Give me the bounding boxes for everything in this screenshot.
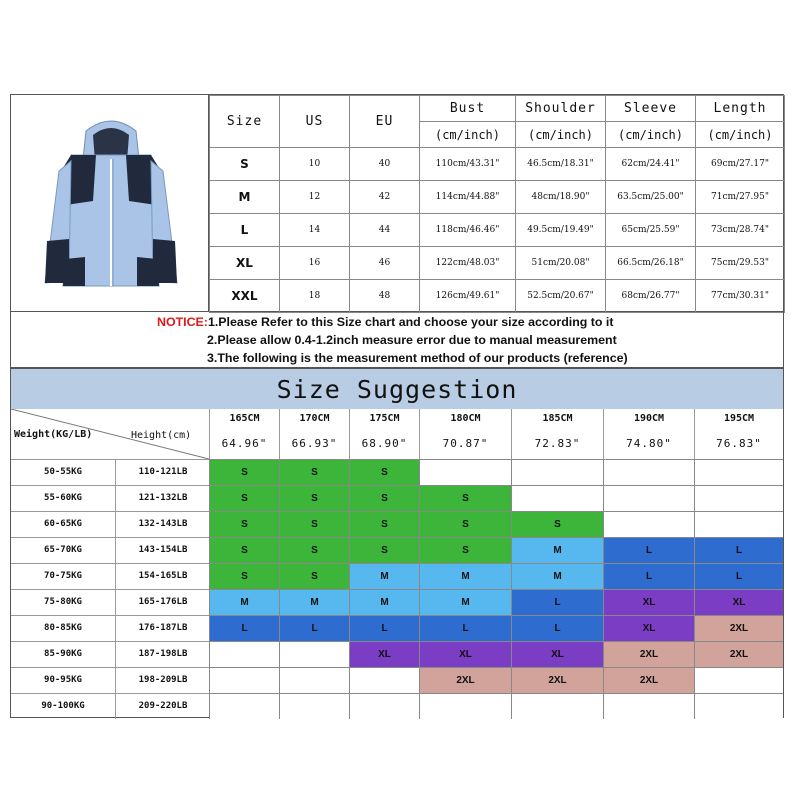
suggestion-cell: S bbox=[419, 485, 511, 511]
height-inch: 68.90" bbox=[361, 437, 408, 450]
height-inch: 76.83" bbox=[716, 437, 762, 450]
size-cell-us: 14 bbox=[280, 214, 350, 247]
size-cell-shoulder: 49.5cm/19.49" bbox=[516, 214, 606, 247]
suggestion-cell: L bbox=[279, 615, 349, 641]
height-inch: 74.80" bbox=[626, 437, 672, 450]
suggestion-cell: S bbox=[349, 485, 419, 511]
size-cell-sleeve: 65cm/25.59" bbox=[606, 214, 696, 247]
size-chart bbox=[10, 94, 784, 312]
header-unit: (cm/inch) bbox=[606, 122, 696, 148]
height-cm: 170CM bbox=[299, 413, 330, 424]
suggestion-cell bbox=[603, 693, 694, 719]
size-cell-length: 73cm/28.74" bbox=[696, 214, 785, 247]
product-image-cell bbox=[11, 95, 209, 311]
size-cell-us: 18 bbox=[280, 280, 350, 313]
size-row bbox=[210, 181, 785, 214]
notice-label: NOTICE: bbox=[157, 315, 208, 329]
jacket-icon bbox=[41, 111, 181, 301]
size-suggestion bbox=[10, 368, 784, 718]
suggestion-cell: S bbox=[209, 459, 279, 485]
weight-row-label bbox=[11, 667, 209, 693]
header-eu: EU bbox=[350, 96, 420, 148]
weight-kg: 85-90KG bbox=[44, 649, 82, 659]
size-cell-eu: 40 bbox=[350, 148, 420, 181]
height-column-header bbox=[603, 409, 694, 459]
suggestion-cell: XL bbox=[511, 641, 603, 667]
suggestion-cell bbox=[511, 693, 603, 719]
weight-lb: 165-176LB bbox=[115, 590, 210, 615]
suggestion-cell bbox=[419, 693, 511, 719]
size-cell-bust: 126cm/49.61" bbox=[420, 280, 516, 313]
suggestion-cell: S bbox=[349, 537, 419, 563]
suggestion-cell bbox=[279, 641, 349, 667]
height-column-header bbox=[209, 409, 279, 459]
suggestion-cell bbox=[279, 667, 349, 693]
notice-line-2: 2.Please allow 0.4-1.2inch measure error due to manual measurement bbox=[207, 333, 617, 347]
suggestion-cell: M bbox=[419, 563, 511, 589]
suggestion-cell bbox=[279, 693, 349, 719]
suggestion-cell: XL bbox=[603, 615, 694, 641]
height-column-header bbox=[511, 409, 603, 459]
suggestion-cell bbox=[694, 485, 783, 511]
header-unit: (cm/inch) bbox=[696, 122, 785, 148]
size-cell-us: 12 bbox=[280, 181, 350, 214]
suggestion-cell: M bbox=[511, 563, 603, 589]
height-cm: 175CM bbox=[369, 413, 400, 424]
weight-lb: 209-220LB bbox=[115, 694, 210, 719]
header-size: Size bbox=[210, 96, 280, 148]
weight-lb: 198-209LB bbox=[115, 668, 210, 693]
suggestion-cell: S bbox=[419, 511, 511, 537]
size-cell-bust: 122cm/48.03" bbox=[420, 247, 516, 280]
height-inch: 70.87" bbox=[442, 437, 489, 450]
size-cell-sleeve: 62cm/24.41" bbox=[606, 148, 696, 181]
weight-lb: 110-121LB bbox=[115, 460, 210, 485]
height-column-header bbox=[279, 409, 349, 459]
height-inch: 66.93" bbox=[291, 437, 338, 450]
suggestion-cell bbox=[511, 459, 603, 485]
suggestion-cell: L bbox=[511, 589, 603, 615]
height-cm: 185CM bbox=[542, 413, 573, 424]
suggestion-cell: M bbox=[349, 589, 419, 615]
height-column-header bbox=[419, 409, 511, 459]
suggestion-cell: S bbox=[349, 459, 419, 485]
size-cell-length: 71cm/27.95" bbox=[696, 181, 785, 214]
suggestion-cell bbox=[603, 459, 694, 485]
header-shoulder: Shoulder bbox=[516, 96, 606, 122]
suggestion-cell: L bbox=[419, 615, 511, 641]
weight-kg: 60-65KG bbox=[44, 519, 82, 529]
suggestion-cell bbox=[349, 667, 419, 693]
suggestion-cell: 2XL bbox=[419, 667, 511, 693]
size-cell-eu: 48 bbox=[350, 280, 420, 313]
size-cell-size: XL bbox=[210, 247, 280, 280]
size-cell-eu: 46 bbox=[350, 247, 420, 280]
suggestion-cell: XL bbox=[694, 589, 783, 615]
size-cell-shoulder: 48cm/18.90" bbox=[516, 181, 606, 214]
size-cell-sleeve: 63.5cm/25.00" bbox=[606, 181, 696, 214]
suggestion-cell: M bbox=[511, 537, 603, 563]
size-cell-sleeve: 68cm/26.77" bbox=[606, 280, 696, 313]
weight-row-label bbox=[11, 589, 209, 615]
suggestion-cell: 2XL bbox=[511, 667, 603, 693]
weight-row-label bbox=[11, 563, 209, 589]
header-unit: (cm/inch) bbox=[420, 122, 516, 148]
suggestion-title: Size Suggestion bbox=[11, 369, 783, 409]
weight-kg: 55-60KG bbox=[44, 493, 82, 503]
weight-lb: 176-187LB bbox=[115, 616, 210, 641]
suggestion-cell bbox=[511, 485, 603, 511]
height-cm: 165CM bbox=[229, 413, 260, 424]
suggestion-cell: M bbox=[209, 589, 279, 615]
height-inch: 64.96" bbox=[221, 437, 268, 450]
size-cell-size: XXL bbox=[210, 280, 280, 313]
size-cell-shoulder: 46.5cm/18.31" bbox=[516, 148, 606, 181]
size-cell-shoulder: 51cm/20.08" bbox=[516, 247, 606, 280]
size-cell-us: 16 bbox=[280, 247, 350, 280]
suggestion-cell: S bbox=[209, 537, 279, 563]
suggestion-cell: S bbox=[279, 459, 349, 485]
weight-kg: 65-70KG bbox=[44, 545, 82, 555]
weight-lb: 187-198LB bbox=[115, 642, 210, 667]
size-row bbox=[210, 214, 785, 247]
suggestion-cell: XL bbox=[349, 641, 419, 667]
header-unit: (cm/inch) bbox=[516, 122, 606, 148]
suggestion-cell bbox=[694, 459, 783, 485]
suggestion-cell: L bbox=[209, 615, 279, 641]
suggestion-cell: 2XL bbox=[694, 641, 783, 667]
suggestion-cell: L bbox=[603, 563, 694, 589]
suggestion-cell: S bbox=[279, 563, 349, 589]
weight-kg: 90-100KG bbox=[41, 701, 85, 711]
suggestion-cell: S bbox=[419, 537, 511, 563]
weight-row-label bbox=[11, 485, 209, 511]
weight-lb: 121-132LB bbox=[115, 486, 210, 511]
size-cell-shoulder: 52.5cm/20.67" bbox=[516, 280, 606, 313]
size-cell-size: L bbox=[210, 214, 280, 247]
size-cell-length: 77cm/30.31" bbox=[696, 280, 785, 313]
weight-row-label bbox=[11, 641, 209, 667]
suggestion-cell: 2XL bbox=[694, 615, 783, 641]
suggestion-cell bbox=[209, 667, 279, 693]
weight-header: Weight(KG/LB) bbox=[14, 429, 93, 440]
suggestion-cell bbox=[419, 459, 511, 485]
suggestion-cell: L bbox=[349, 615, 419, 641]
suggestion-cell: S bbox=[209, 511, 279, 537]
suggestion-cell: S bbox=[349, 511, 419, 537]
weight-row-label bbox=[11, 693, 209, 719]
weight-lb: 132-143LB bbox=[115, 512, 210, 537]
suggestion-cell: L bbox=[694, 537, 783, 563]
header-bust: Bust bbox=[420, 96, 516, 122]
suggestion-cell: S bbox=[279, 537, 349, 563]
weight-row-label bbox=[11, 615, 209, 641]
weight-kg: 75-80KG bbox=[44, 597, 82, 607]
suggestion-cell bbox=[694, 667, 783, 693]
suggestion-cell bbox=[349, 693, 419, 719]
size-cell-us: 10 bbox=[280, 148, 350, 181]
height-column-header bbox=[349, 409, 419, 459]
suggestion-cell: S bbox=[511, 511, 603, 537]
suggestion-cell: 2XL bbox=[603, 641, 694, 667]
suggestion-cell: 2XL bbox=[603, 667, 694, 693]
size-cell-size: S bbox=[210, 148, 280, 181]
size-row bbox=[210, 280, 785, 313]
height-cm: 180CM bbox=[450, 413, 481, 424]
weight-lb: 143-154LB bbox=[115, 538, 210, 563]
suggestion-cell: L bbox=[694, 563, 783, 589]
weight-kg: 80-85KG bbox=[44, 623, 82, 633]
size-cell-bust: 118cm/46.46" bbox=[420, 214, 516, 247]
notice-line-3: 3.The following is the measurement method of our products (reference) bbox=[207, 351, 628, 365]
height-inch: 72.83" bbox=[534, 437, 581, 450]
weight-kg: 70-75KG bbox=[44, 571, 82, 581]
height-column-header bbox=[694, 409, 783, 459]
suggestion-cell bbox=[209, 641, 279, 667]
size-table bbox=[209, 95, 785, 313]
weight-height-header bbox=[11, 409, 209, 459]
weight-kg: 90-95KG bbox=[44, 675, 82, 685]
size-row bbox=[210, 148, 785, 181]
size-cell-length: 75cm/29.53" bbox=[696, 247, 785, 280]
suggestion-cell: M bbox=[419, 589, 511, 615]
suggestion-cell bbox=[694, 693, 783, 719]
size-cell-eu: 42 bbox=[350, 181, 420, 214]
suggestion-cell: L bbox=[603, 537, 694, 563]
size-cell-eu: 44 bbox=[350, 214, 420, 247]
header-sleeve: Sleeve bbox=[606, 96, 696, 122]
suggestion-cell: M bbox=[349, 563, 419, 589]
suggestion-cell bbox=[209, 693, 279, 719]
header-length: Length bbox=[696, 96, 785, 122]
weight-row-label bbox=[11, 537, 209, 563]
size-cell-size: M bbox=[210, 181, 280, 214]
suggestion-cell: XL bbox=[419, 641, 511, 667]
height-header: Height(cm) bbox=[131, 430, 192, 441]
notice-text-1: 1.Please Refer to this Size chart and choose your size according to it bbox=[207, 315, 614, 329]
suggestion-cell: S bbox=[279, 485, 349, 511]
suggestion-cell: S bbox=[209, 563, 279, 589]
weight-row-label bbox=[11, 459, 209, 485]
suggestion-cell bbox=[603, 511, 694, 537]
size-cell-bust: 114cm/44.88" bbox=[420, 181, 516, 214]
size-row bbox=[210, 247, 785, 280]
size-cell-length: 69cm/27.17" bbox=[696, 148, 785, 181]
notice-box bbox=[10, 312, 784, 368]
height-cm: 190CM bbox=[633, 413, 665, 424]
suggestion-cell: XL bbox=[603, 589, 694, 615]
suggestion-cell: S bbox=[209, 485, 279, 511]
suggestion-cell bbox=[694, 511, 783, 537]
notice-line-1 bbox=[157, 315, 614, 329]
weight-lb: 154-165LB bbox=[115, 564, 210, 589]
suggestion-cell: M bbox=[279, 589, 349, 615]
suggestion-cell bbox=[603, 485, 694, 511]
size-cell-sleeve: 66.5cm/26.18" bbox=[606, 247, 696, 280]
weight-row-label bbox=[11, 511, 209, 537]
size-cell-bust: 110cm/43.31" bbox=[420, 148, 516, 181]
height-cm: 195CM bbox=[723, 413, 755, 424]
suggestion-cell: S bbox=[279, 511, 349, 537]
suggestion-cell: L bbox=[511, 615, 603, 641]
weight-kg: 50-55KG bbox=[44, 467, 82, 477]
header-us: US bbox=[280, 96, 350, 148]
